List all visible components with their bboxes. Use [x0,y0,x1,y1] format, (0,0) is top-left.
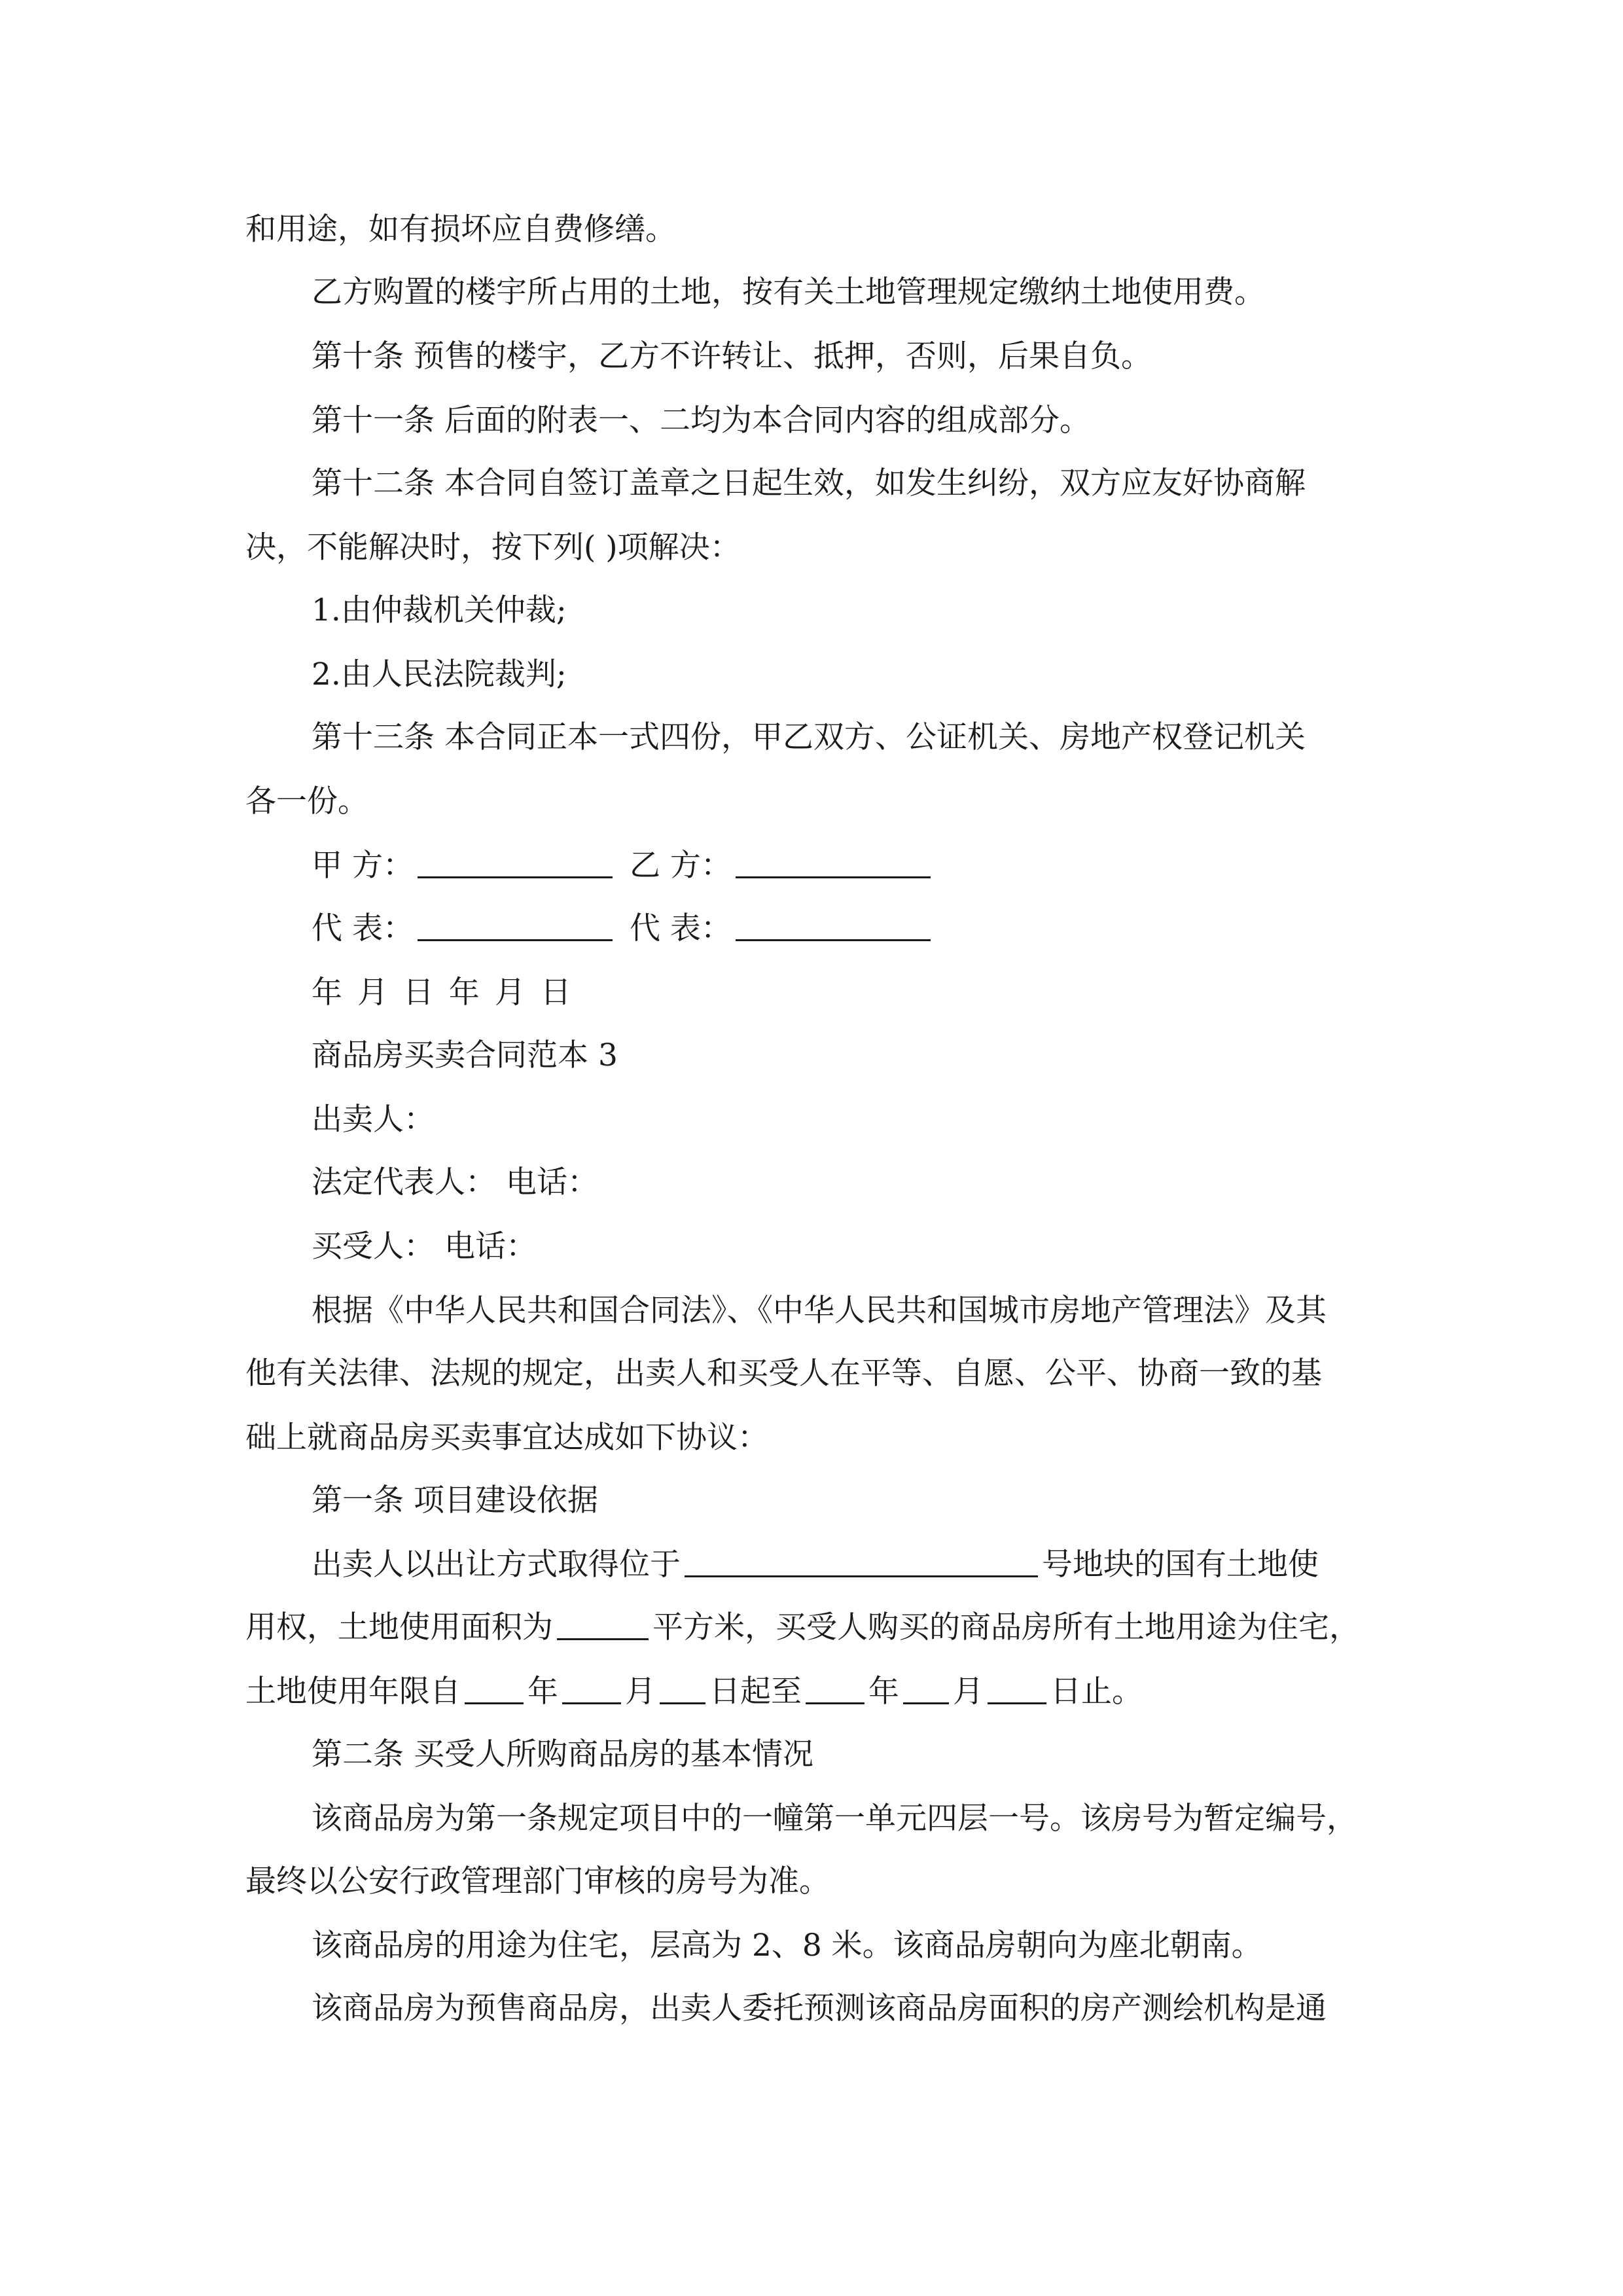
text-line: 和用途，如有损坏应自费修缮。 [245,211,676,247]
article-1-title: 第一条 项目建设依据 [312,1482,598,1518]
rep-b-blank [736,913,931,941]
text-span: 日止。 [1050,1674,1143,1710]
text-span: 月 [953,1674,984,1710]
article-10: 第十条 预售的楼宇，乙方不许转让、抵押，否则，后果自负。 [312,338,1152,374]
list-item: 2.由人民法院裁判; [312,656,567,692]
party-b-label: 乙 方： [629,848,732,884]
article-12: 第十二条 本合同自签订盖章之日起生效，如发生纠纷，双方应友好协商解 [312,465,1306,501]
text-span: 年 [527,1674,558,1710]
party-a-blank [418,850,613,878]
fill-blank [562,1676,621,1704]
text-span: 平方米，买受人购买的商品房所有土地用途为住宅， [652,1609,1360,1645]
fill-blank [660,1676,705,1704]
section-title: 商品房买卖合同范本 3 [312,1037,618,1073]
text-span: 年 [868,1674,899,1710]
list-item: 1.由仲裁机关仲裁; [312,592,567,628]
fill-blank [806,1676,865,1704]
party-a-label: 甲 方： [312,848,414,884]
text-line [245,1660,1143,1724]
text-line [312,1533,1319,1597]
party-b-blank [736,850,931,878]
rep-a-blank [418,913,613,941]
fill-blank [557,1612,649,1640]
article-2-title: 第二条 买受人所购商品房的基本情况 [312,1736,813,1772]
text-line: 该商品房为预售商品房，出卖人委托预测该商品房面积的房产测绘机构是通 [312,1990,1327,2026]
fill-blank [903,1676,949,1704]
text-line: 决，不能解决时，按下列( )项解决： [245,529,741,565]
date-line: 年 月 日 年 月 日 [312,975,571,1011]
text-line: 础上就商品房买卖事宜达成如下协议： [245,1420,768,1456]
text-span: 号地块的国有土地使 [1042,1547,1319,1583]
text-span: 月 [625,1674,656,1710]
text-span: 出卖人以出让方式取得位于 [312,1547,681,1583]
buyer-line: 买受人： 电话： [312,1229,537,1265]
text-line: 根据《中华人民共和国合同法》、《中华人民共和国城市房地产管理法》及其 [312,1293,1327,1329]
text-line [245,1596,1360,1660]
legal-rep-line: 法定代表人： 电话： [312,1164,598,1200]
text-span: 用权，土地使用面积为 [245,1609,553,1645]
text-line: 乙方购置的楼宇所占用的土地，按有关土地管理规定缴纳土地使用费。 [312,274,1265,310]
text-line: 最终以公安行政管理部门审核的房号为准。 [245,1863,830,1899]
fill-blank [988,1676,1046,1704]
text-line: 他有关法律、法规的规定，出卖人和买受人在平等、自愿、公平、协商一致的基 [245,1355,1322,1391]
fill-blank [685,1549,1038,1577]
text-span: 土地使用年限自 [245,1674,461,1710]
article-11: 第十一条 后面的附表一、二均为本合同内容的组成部分。 [312,403,1090,439]
fill-blank [465,1676,524,1704]
rep-b-label: 代 表： [629,910,732,946]
seller-label: 出卖人： [312,1102,435,1138]
text-line: 该商品房为第一条规定项目中的一幢第一单元四层一号。该房号为暂定编号， [312,1801,1357,1837]
signature-row-rep [312,897,935,961]
signature-row-party [312,834,935,898]
rep-a-label: 代 表： [312,910,414,946]
article-13: 第十三条 本合同正本一式四份，甲乙双方、公证机关、房地产权登记机关 [312,719,1306,755]
text-line: 各一份。 [245,783,368,819]
text-span: 日起至 [709,1674,802,1710]
text-line: 该商品房的用途为住宅，层高为 2、8 米。该商品房朝向为座北朝南。 [312,1928,1262,1964]
